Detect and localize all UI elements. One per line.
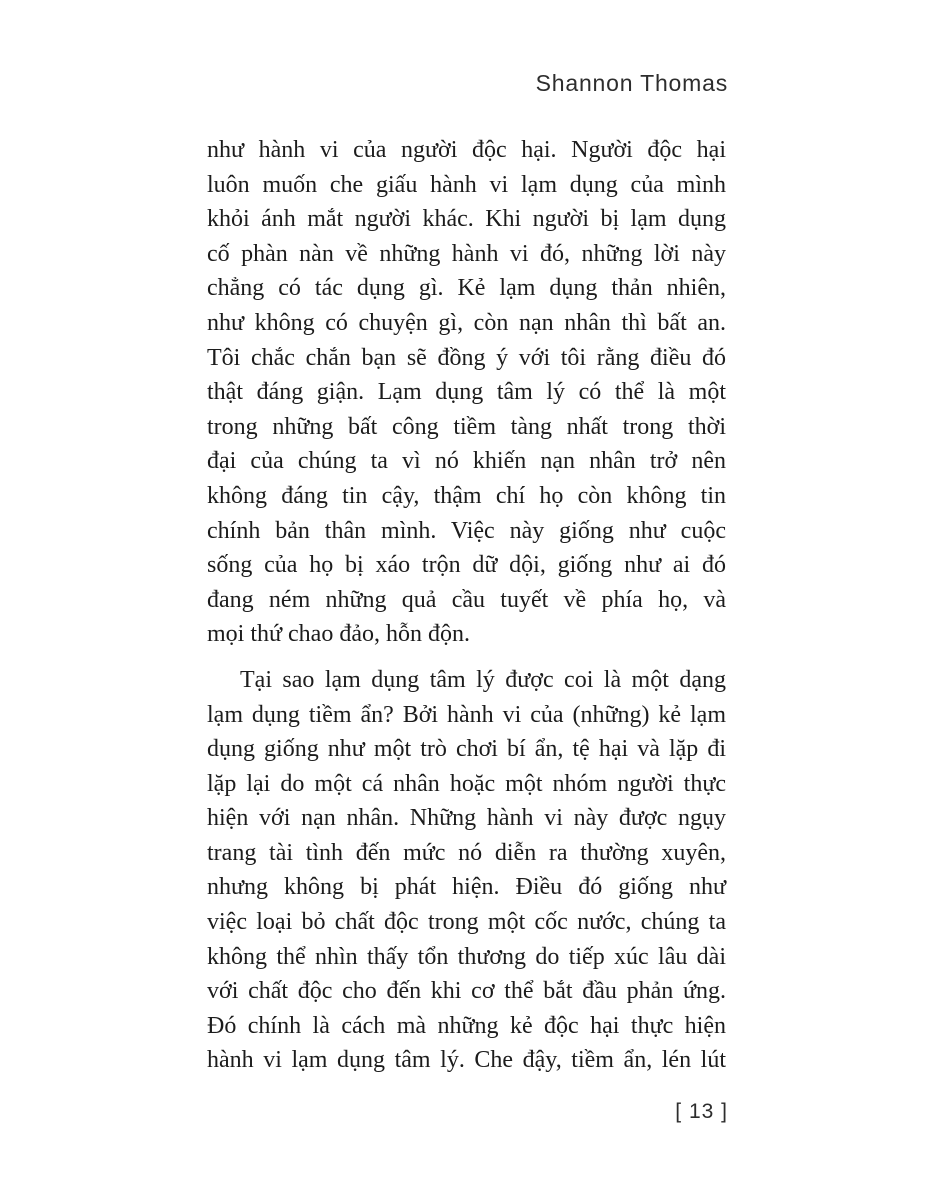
text-line: mọi thứ chao đảo, hỗn độn. bbox=[207, 621, 470, 648]
text-line: nhưng không bị phát hiện. Điều đó giống như bbox=[207, 874, 726, 901]
paragraph bbox=[207, 663, 726, 1078]
page-number: [ 13 ] bbox=[675, 1100, 728, 1123]
text-line: với chất độc cho đến khi cơ thể bắt đầu phản ứng. bbox=[207, 978, 726, 1005]
author-name: Shannon Thomas bbox=[535, 70, 728, 96]
text-line: khỏi ánh mắt người khác. Khi người bị lạm dụng bbox=[207, 206, 726, 233]
page-header bbox=[207, 70, 728, 97]
text-line: việc loại bỏ chất độc trong một cốc nước, chúng ta bbox=[207, 909, 726, 936]
text-line: dụng giống như một trò chơi bí ẩn, tệ hại và lặp đi bbox=[207, 736, 726, 763]
text-line: lạm dụng tiềm ẩn? Bởi hành vi của (những) kẻ lạm bbox=[207, 701, 726, 728]
text-line: Tôi chắc chắn bạn sẽ đồng ý với tôi rằng điều đó bbox=[207, 344, 726, 371]
text-line: hiện với nạn nhân. Những hành vi này được ngụy bbox=[207, 805, 726, 832]
text-line: lặp lại do một cá nhân hoặc một nhóm người thực bbox=[207, 770, 726, 797]
text-line: không đáng tin cậy, thậm chí họ còn không tin bbox=[207, 482, 726, 509]
text-line: thật đáng giận. Lạm dụng tâm lý có thể là một bbox=[207, 379, 726, 406]
page-body bbox=[207, 133, 726, 1089]
text-line: sống của họ bị xáo trộn dữ dội, giống như ai đó bbox=[207, 552, 726, 579]
text-line: không thể nhìn thấy tổn thương do tiếp xúc lâu dài bbox=[207, 943, 726, 970]
text-line: trang tài tình đến mức nó diễn ra thường xuyên, bbox=[207, 839, 726, 866]
text-line: Đó chính là cách mà những kẻ độc hại thực hiện bbox=[207, 1012, 726, 1039]
text-line: chính bản thân mình. Việc này giống như cuộc bbox=[207, 517, 726, 544]
text-line: luôn muốn che giấu hành vi lạm dụng của mình bbox=[207, 171, 726, 198]
paragraph bbox=[207, 133, 726, 652]
text-line: Tại sao lạm dụng tâm lý được coi là một dạng bbox=[240, 666, 726, 693]
text-line: như hành vi của người độc hại. Người độc hại bbox=[207, 137, 726, 163]
text-line: hành vi lạm dụng tâm lý. Che đậy, tiềm ẩn, lén lút bbox=[207, 1047, 726, 1074]
text-line: như không có chuyện gì, còn nạn nhân thì bất an. bbox=[207, 309, 726, 336]
page-footer bbox=[207, 1100, 728, 1124]
text-line: chẳng có tác dụng gì. Kẻ lạm dụng thản nhiên, bbox=[207, 275, 726, 302]
text-line: trong những bất công tiềm tàng nhất trong thời bbox=[207, 413, 726, 440]
text-line: cố phàn nàn về những hành vi đó, những lời này bbox=[207, 240, 726, 267]
text-line: đang ném những quả cầu tuyết về phía họ, và bbox=[207, 586, 726, 613]
text-line: đại của chúng ta vì nó khiến nạn nhân trở nên bbox=[207, 448, 726, 475]
